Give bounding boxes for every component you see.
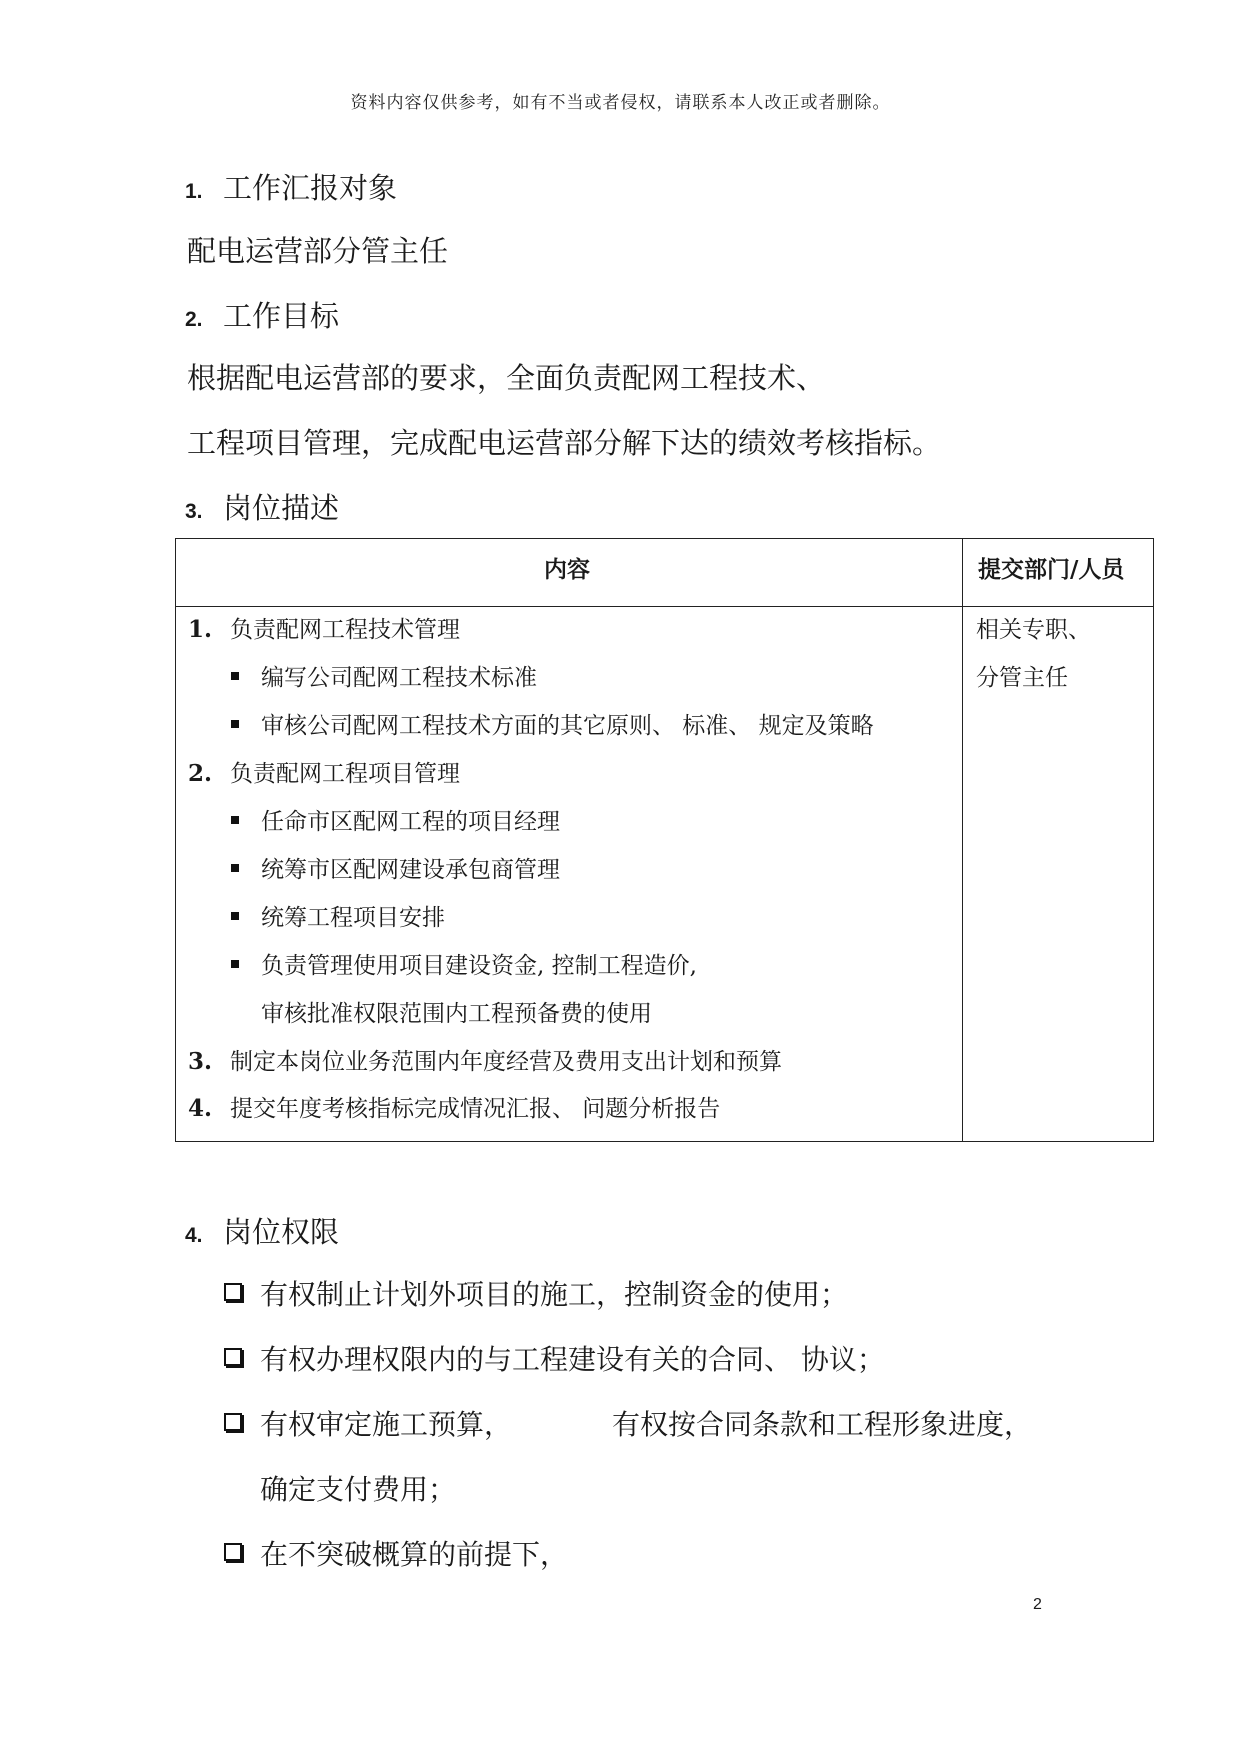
section-2-number: 2. (185, 308, 203, 331)
square-bullet-icon (231, 864, 239, 872)
authority-item-4 (224, 1533, 568, 1573)
section-3-title: 岗位描述 (223, 491, 340, 525)
table-item-text: 负责配网工程技术管理 (230, 617, 460, 643)
table-bullet-text: 审核公司配网工程技术方面的其它原则、 标准、 规定及策略 (261, 713, 874, 739)
authority-item-text: 有权办理权限内的与工程建设有关的合同、 协议； (260, 1343, 885, 1376)
table-item-text: 制定本岗位业务范围内年度经营及费用支出计划和预算 (230, 1049, 782, 1075)
section-4-heading (185, 1210, 339, 1251)
table-header-divider (176, 606, 1153, 607)
section-3-number: 3. (185, 500, 203, 523)
section-2-heading (185, 294, 339, 335)
table-bullet-continuation: 审核批准权限范围内工程预备费的使用 (261, 1001, 652, 1027)
square-bullet-icon (231, 960, 239, 968)
authority-item-3 (224, 1403, 1032, 1443)
table-bullet-item (231, 707, 874, 740)
section-1-number: 1. (185, 180, 203, 203)
checkbox-bullet-icon (224, 1283, 242, 1301)
table-bullet-item (231, 803, 560, 836)
table-item-1 (188, 611, 460, 644)
section-4-title: 岗位权限 (223, 1215, 340, 1249)
table-bullet-text: 负责管理使用项目建设资金, 控制工程造价, (261, 953, 697, 979)
section-2-body-line-1: 根据配电运营部的要求，全面负责配网工程技术、 (187, 361, 826, 395)
table-column-divider (962, 539, 963, 1141)
checkbox-bullet-icon (224, 1348, 242, 1366)
checkbox-bullet-icon (224, 1543, 242, 1561)
authority-item-text: 在不突破概算的前提下， (260, 1538, 569, 1571)
table-bullet-text: 编写公司配网工程技术标准 (261, 665, 537, 691)
authority-item-3-continuation: 确定支付费用； (260, 1473, 457, 1506)
authority-item-1 (224, 1273, 848, 1313)
page-number: 2 (1033, 1596, 1042, 1613)
section-4-number: 4. (185, 1224, 203, 1247)
table-item-3 (188, 1043, 782, 1076)
table-header-submit: 提交部门/人员 (978, 557, 1125, 583)
table-item-text: 提交年度考核指标完成情况汇报、 问题分析报告 (230, 1096, 721, 1122)
table-item-number: 1. (188, 616, 213, 643)
table-header-content: 内容 (544, 557, 590, 583)
square-bullet-icon (231, 720, 239, 728)
section-3-heading (185, 486, 339, 527)
square-bullet-icon (231, 912, 239, 920)
table-item-number: 4. (188, 1095, 213, 1122)
table-bullet-text: 统筹工程项目安排 (261, 905, 445, 931)
section-1-heading (185, 166, 397, 207)
job-description-table (175, 538, 1154, 1142)
table-bullet-item (231, 947, 697, 980)
table-bullet-item (231, 899, 445, 932)
submit-dept-line-1: 相关专职、 (976, 617, 1091, 643)
checkbox-bullet-icon (224, 1413, 242, 1431)
table-bullet-item (231, 851, 560, 884)
table-item-text: 负责配网工程项目管理 (230, 761, 460, 787)
authority-item-text: 有权审定施工预算， (260, 1408, 513, 1441)
authority-item-text: 有权制止计划外项目的施工，控制资金的使用； (260, 1278, 849, 1311)
table-item-4 (188, 1090, 720, 1123)
table-bullet-text: 任命市区配网工程的项目经理 (261, 809, 560, 835)
table-item-number: 3. (188, 1048, 213, 1075)
table-bullet-text: 统筹市区配网建设承包商管理 (261, 857, 560, 883)
authority-item-text-continued: 有权按合同条款和工程形象进度， (612, 1408, 1033, 1441)
submit-dept-line-2: 分管主任 (976, 665, 1068, 691)
square-bullet-icon (231, 816, 239, 824)
table-item-number: 2. (188, 760, 213, 787)
table-item-2 (188, 755, 460, 788)
section-1-title: 工作汇报对象 (223, 171, 398, 205)
authority-item-2 (224, 1338, 885, 1378)
table-bullet-item (231, 659, 537, 692)
section-1-body: 配电运营部分管主任 (187, 234, 449, 268)
section-2-body-line-2: 工程项目管理，完成配电运营部分解下达的绩效考核指标。 (187, 426, 942, 460)
square-bullet-icon (231, 672, 239, 680)
section-2-title: 工作目标 (223, 299, 340, 333)
page-disclaimer: 资料内容仅供参考，如有不当或者侵权，请联系本人改正或者删除。 (350, 93, 891, 113)
